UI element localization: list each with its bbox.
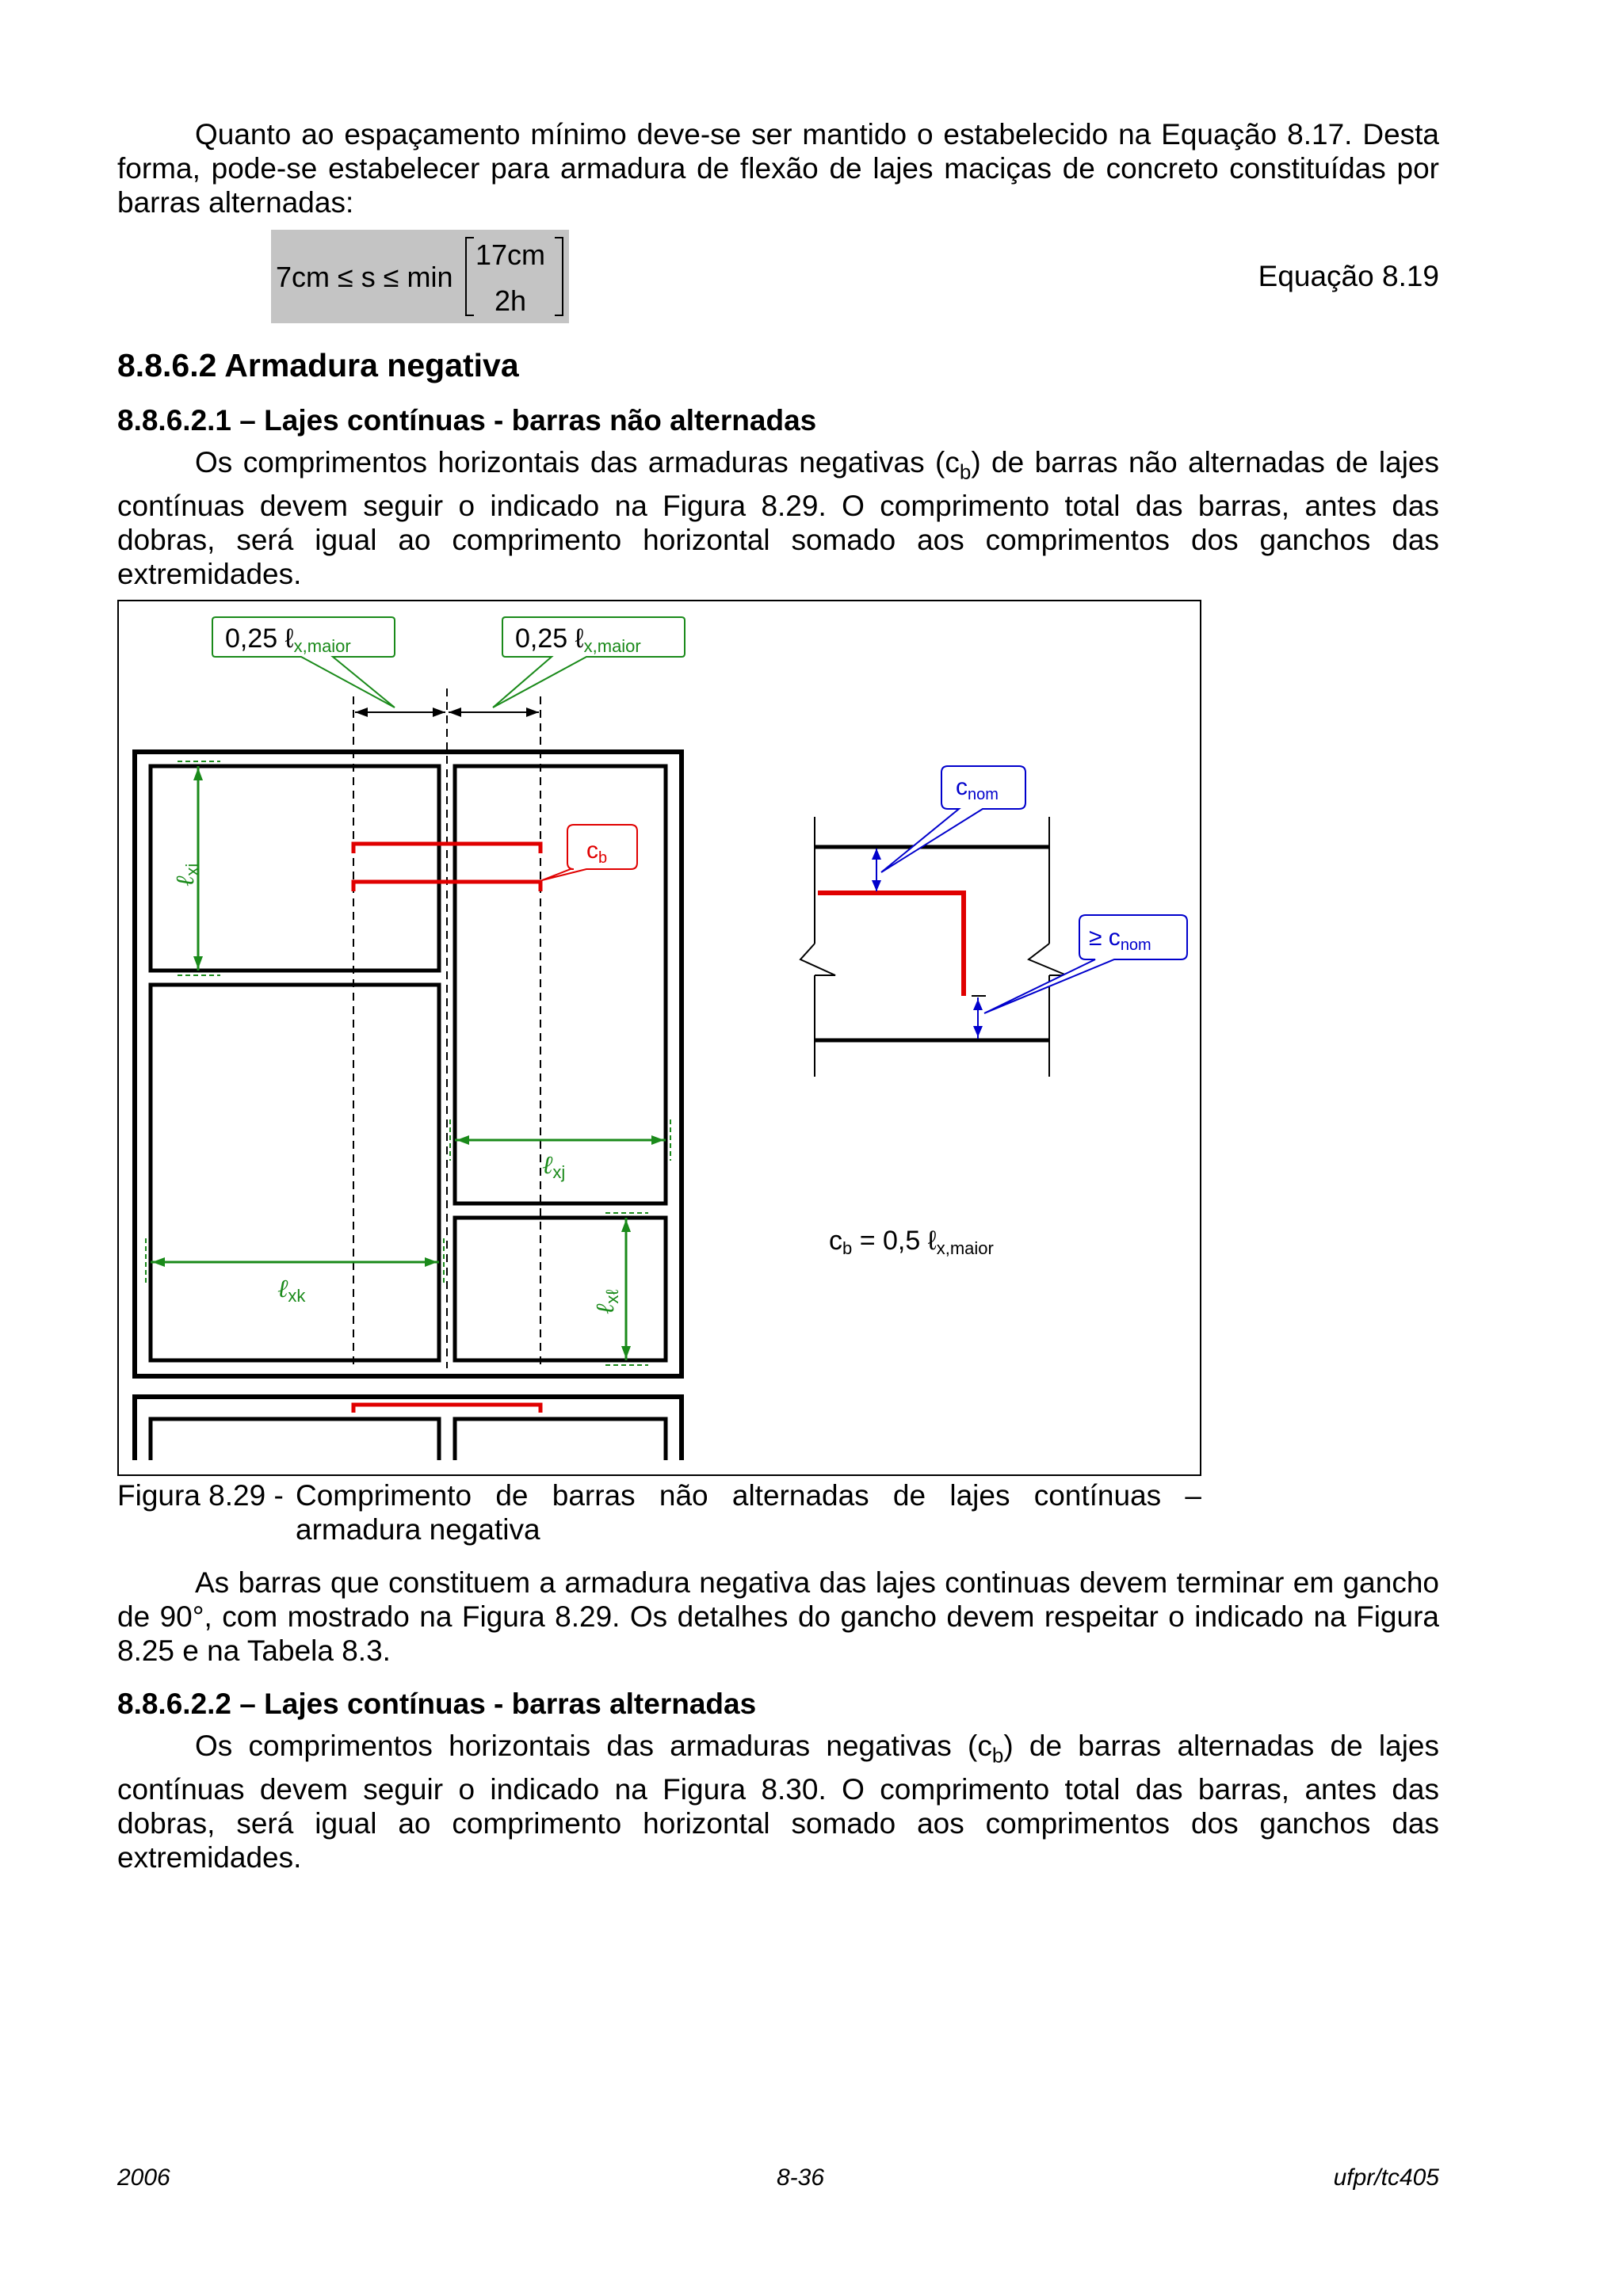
figure-8-29 — [117, 600, 1201, 1476]
rebar-section — [353, 1405, 540, 1413]
section-heading: 8.8.6.2 Armadura negativa — [117, 347, 519, 383]
lxl-label: ℓxℓ — [590, 1289, 622, 1314]
footer-page-number: 8-36 — [777, 2164, 825, 2191]
paragraph-sub2: Os comprimentos horizontais das armaduras negativas $(c_b)$ de barras alternadas de lajes contínuas devem seguir o indicado na Figura 8.30. O comprimento total das barras, antes das dobras, será igual ao comprimento horizontal somado aos comprimentos dos ganchos das extremidades. — [117, 1730, 1439, 1875]
callout-right-text: 0,25 ℓx,maior — [515, 624, 641, 656]
lxi-label: ℓxi — [170, 863, 202, 887]
figure-drawing — [119, 601, 1203, 1478]
paragraph-sub1: Os comprimentos horizontais das armaduras negativas $(c_b)$ de barras não alternadas de lajes contínuas devem seguir o indicado na Figura 8.29. O comprimento total das barras, antes das dobras, será igual ao comprimento horizontal somado aos comprimentos dos ganchos das extremidades. — [117, 446, 1439, 591]
caption-number: Figura 8.29 - — [117, 1479, 284, 1512]
paragraph-line: Quanto ao espaçamento mínimo deve-se ser mantido o estabelecido na Equação 8.17. — [195, 118, 1353, 151]
equation-label: Equação 8.19 — [1258, 260, 1439, 292]
footer-course: ufpr/tc405 — [1333, 2164, 1439, 2191]
equation-box — [271, 230, 569, 323]
subsection-heading-1: 8.8.6.2.1 – Lajes contínuas - barras não alternadas — [117, 404, 817, 437]
equation-top: 17cm — [475, 238, 546, 271]
paragraph-text: Desta forma, pode-se estabelecer para armadura de flexão de lajes maciças de concreto constituídas por barras alternadas: — [117, 118, 1439, 219]
callout-left-text: 0,25 ℓx,maior — [225, 624, 351, 656]
caption-text: Comprimento de barras não alternadas de lajes contínuas – armadura negativa — [296, 1479, 1201, 1546]
lxj-label: ℓxj — [542, 1150, 566, 1182]
footer-year: 2006 — [117, 2164, 170, 2191]
subsection-heading-2: 8.8.6.2.2 – Lajes contínuas - barras alternadas — [117, 1688, 757, 1720]
cb-label: $c_b$ — [586, 837, 608, 867]
paragraph-hooks: As barras que constituem a armadura negativa das lajes continuas devem terminar em gancho de 90°, com mostrado na Figura 8.29. Os detalhes do gancho devem respeitar o indicado na Figura 8.25 e na Tabela 8.3. — [117, 1566, 1439, 1667]
ge-cnom-label: ≥ $c_{nom}$ — [1089, 925, 1151, 954]
rebar-detail — [818, 893, 964, 996]
equation-left: 7cm ≤ s ≤ min — [276, 261, 453, 293]
paragraph-spacing — [117, 117, 1439, 219]
slab-panel-xl — [455, 1218, 666, 1360]
cb-formula: cb = 0,5 ℓx,maior — [829, 1226, 994, 1258]
equation-bottom: 2h — [495, 284, 527, 317]
cnom-label: $c_{nom}$ — [956, 774, 999, 803]
equation-svg — [271, 230, 569, 323]
lxk-label: ℓxk — [277, 1274, 306, 1306]
rebar-plan-bottom — [353, 882, 540, 891]
